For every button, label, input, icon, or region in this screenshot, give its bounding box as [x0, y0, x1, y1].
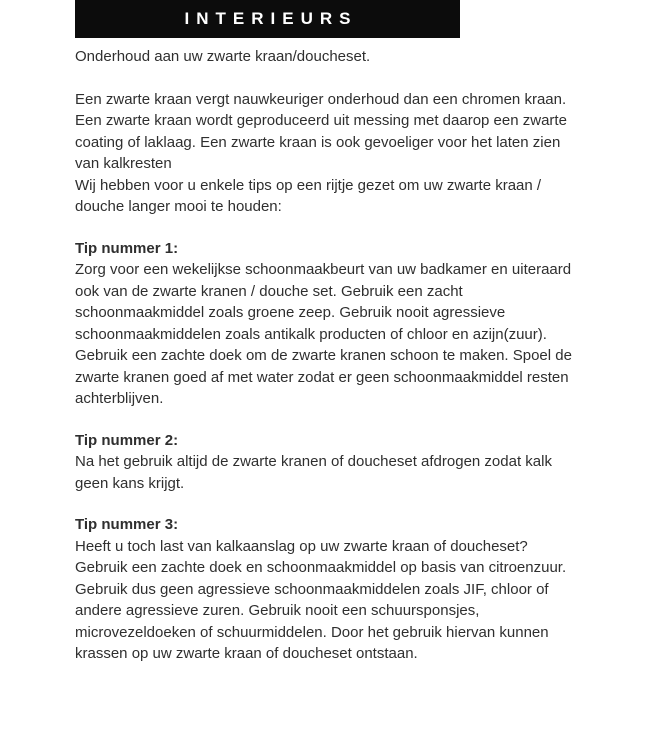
tip-1-paragraph-2: Gebruik een zachte doek om de zwarte kranen schoon te maken. Spoel de zwarte kranen goed af met water zodat er geen schoonmaakmiddel resten achterblijven.	[75, 347, 572, 407]
article-title: Onderhoud aan uw zwarte kraan/doucheset.	[75, 48, 371, 65]
intro-paragraph-group	[75, 89, 575, 218]
tip-section-2	[75, 430, 575, 495]
tip-2-paragraph-1: Na het gebruik altijd de zwarte kranen of doucheset afdrogen zodat kalk geen kans krijgt.	[75, 453, 552, 492]
brand-banner	[75, 0, 460, 38]
tip-1-paragraph-1: Zorg voor een wekelijkse schoonmaakbeurt van uw badkamer en uiteraard ook van de zwarte kranen / douche set. Gebruik een zacht schoonmaakmiddel zoals groene zeep. Gebruik nooit agressieve schoonmaakmiddelen zoals antikalk producten of chloor en azijn(zuur).	[75, 261, 572, 343]
brand-logo-text: INTERIEURS	[184, 9, 358, 28]
tip-3-paragraph-1: Heeft u toch last van kalkaanslag op uw zwarte kraan of doucheset? Gebruik een zachte doek en schoonmaakmiddel op basis van citroenzuur. Gebruik dus geen agressieve schoonmaakmiddelen zoals JIF, chloor of andere agressieve zuren. Gebruik nooit een schuursponsjes, microvezeldoeken of schuurmiddelen. Door het gebruik hiervan kunnen krassen op uw zwarte kraan of doucheset ontstaan.	[75, 537, 567, 662]
tip-3-heading: Tip nummer 3:	[75, 516, 179, 533]
tip-2-heading: Tip nummer 2:	[75, 431, 179, 449]
article-body	[75, 46, 575, 665]
tip-1-heading: Tip nummer 1:	[75, 239, 179, 257]
tip-section-1	[75, 238, 575, 410]
intro-paragraph-1: Een zwarte kraan vergt nauwkeuriger onderhoud dan een chromen kraan. Een zwarte kraan wordt geproduceerd uit messing met daarop een zwarte coating of laklaag. Een zwarte kraan is ook gevoeliger voor het laten zien van kalkresten	[75, 90, 567, 172]
tip-section-3	[75, 514, 575, 665]
intro-paragraph-2: Wij hebben voor u enkele tips op een rijtje gezet om uw zwarte kraan / douche langer mooi te houden:	[75, 176, 542, 215]
